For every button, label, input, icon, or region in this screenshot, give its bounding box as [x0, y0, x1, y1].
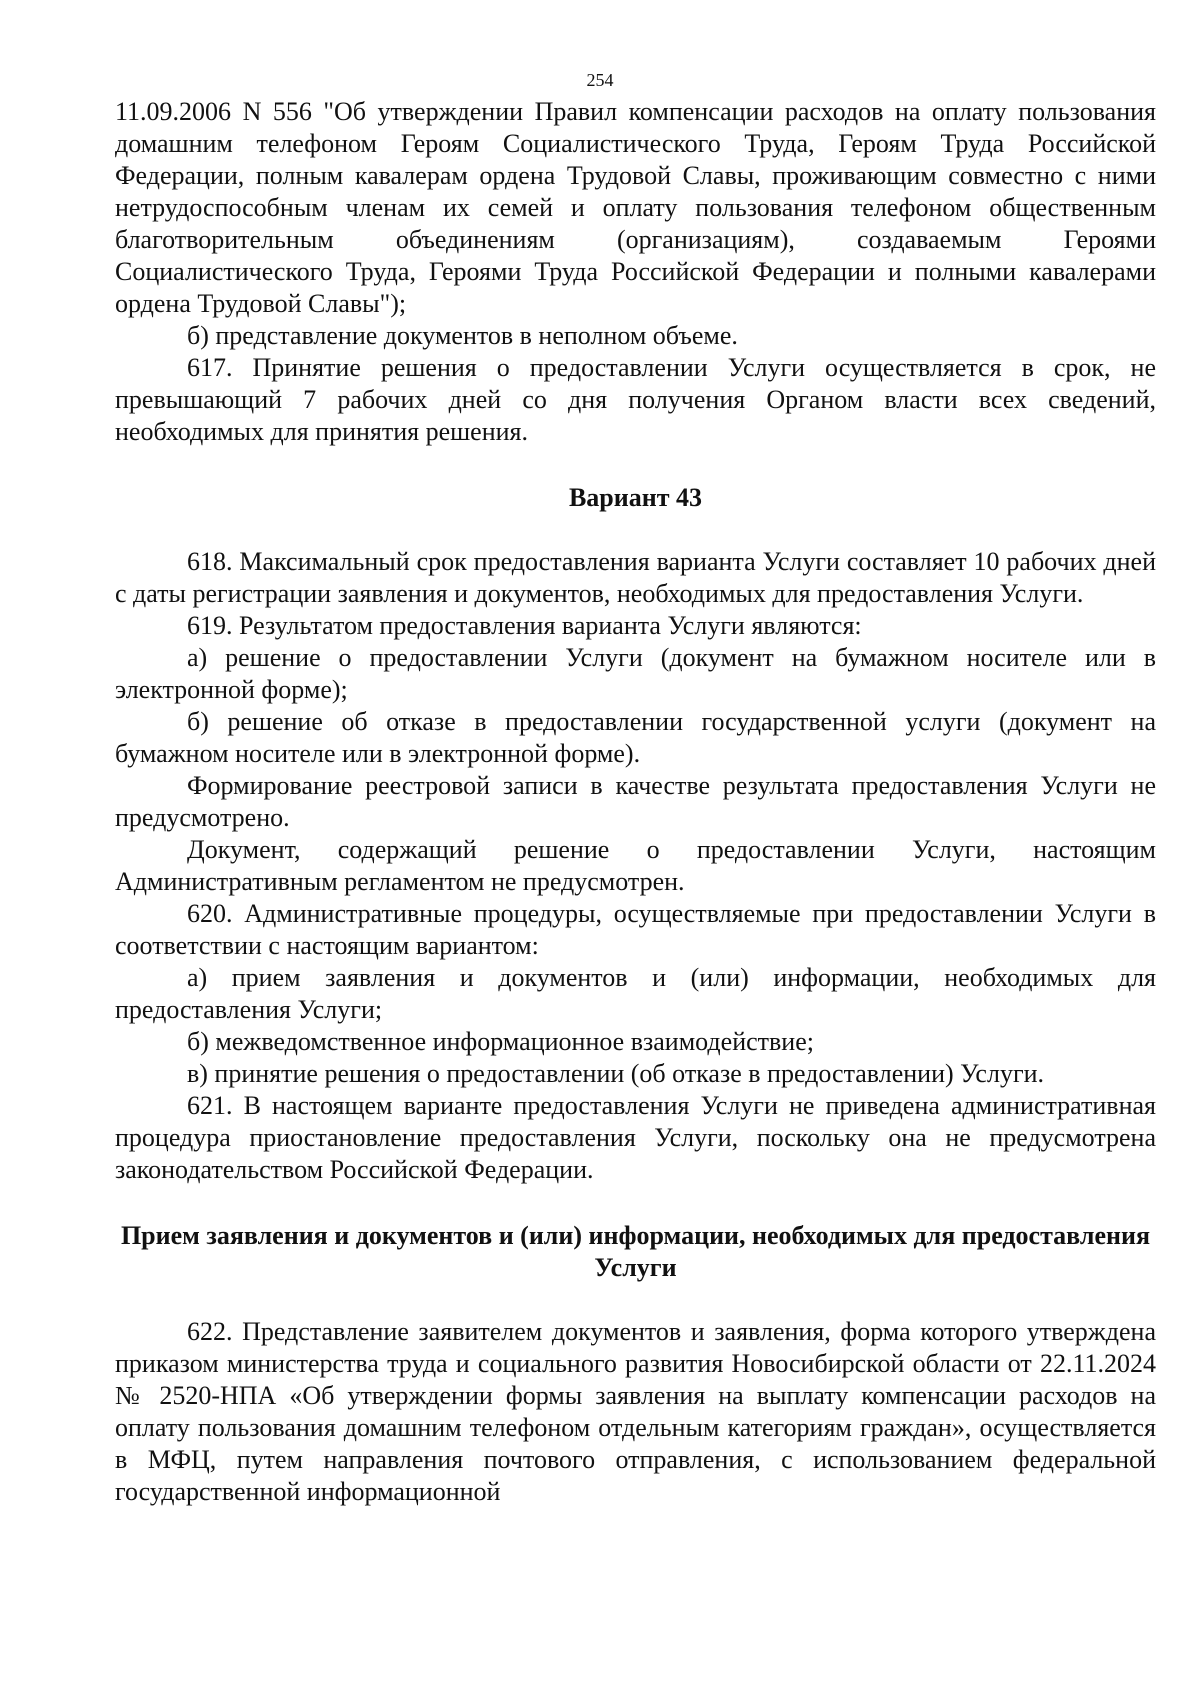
paragraph-618: 618. Максимальный срок предоставления варианта Услуги составляет 10 рабочих дней с даты регистрации заявления и документов, необходимых для предоставления Услуги.	[115, 547, 1156, 608]
paragraph-619: 619. Результатом предоставления варианта Услуги являются:	[187, 611, 862, 640]
heading-variant: Вариант 43	[568, 483, 703, 512]
paragraph-619-b: б) решение об отказе в предоставлении государственной услуги (документ на бумажном носителе или в электронной форме).	[115, 707, 1156, 768]
paragraph-617: 617. Принятие решения о предоставлении Услуги осуществляется в срок, не превышающий 7 рабочих дней со дня получения Органом власти всех сведений, необходимых для принятия решения.	[115, 353, 1156, 446]
paragraph-619-a: а) решение о предоставлении Услуги (документ на бумажном носителе или в электронной форме);	[115, 643, 1156, 704]
document-body	[115, 96, 1156, 1508]
paragraph-decision-document: Документ, содержащий решение о предоставлении Услуги, настоящим Административным регламентом не предусмотрен.	[115, 835, 1156, 896]
page-number: 254	[586, 70, 614, 90]
paragraph-item-b: б) представление документов в неполном объеме.	[187, 321, 738, 350]
paragraph-620: 620. Административные процедуры, осуществляемые при предоставлении Услуги в соответствии с настоящим вариантом:	[115, 899, 1156, 960]
paragraph-622: 622. Представление заявителем документов и заявления, форма которого утверждена приказом министерства труда и социального развития Новосибирской области от 22.11.2024 № 2520-НПА «Об утверждении формы заявления на выплату компенсации расходов на оплату пользования домашним телефоном отдельным категориям граждан», осуществляется в МФЦ, путем направления почтового отправления, с использованием федеральной государственной информационной	[115, 1317, 1156, 1506]
paragraph-620-b: б) межведомственное информационное взаимодействие;	[187, 1027, 814, 1056]
paragraph-620-a: а) прием заявления и документов и (или) информации, необходимых для предоставления Услуги;	[115, 963, 1156, 1024]
paragraph-continuation: 11.09.2006 N 556 "Об утверждении Правил компенсации расходов на оплату пользования домашним телефоном Героям Социалистического Труда, Героям Труда Российской Федерации, полным кавалерам ордена Трудовой Славы, проживающим совместно с ними нетрудоспособным членам их семей и оплату пользования телефоном общественным благотворительным объединениям (организациям), создаваемым Героями Социалистического Труда, Героями Труда Российской Федерации и полными кавалерами ордена Трудовой Славы");	[115, 97, 1156, 318]
paragraph-620-c: в) принятие решения о предоставлении (об отказе в предоставлении) Услуги.	[187, 1059, 1045, 1088]
paragraph-621: 621. В настоящем варианте предоставления Услуги не приведена административная процедура приостановление предоставления Услуги, поскольку она не предусмотрена законодательством Российской Федерации.	[115, 1091, 1156, 1184]
paragraph-registry-record: Формирование реестровой записи в качестве результата предоставления Услуги не предусмотрено.	[115, 771, 1156, 832]
heading-section: Прием заявления и документов и (или) информации, необходимых для предоставления Услуги	[120, 1221, 1151, 1282]
